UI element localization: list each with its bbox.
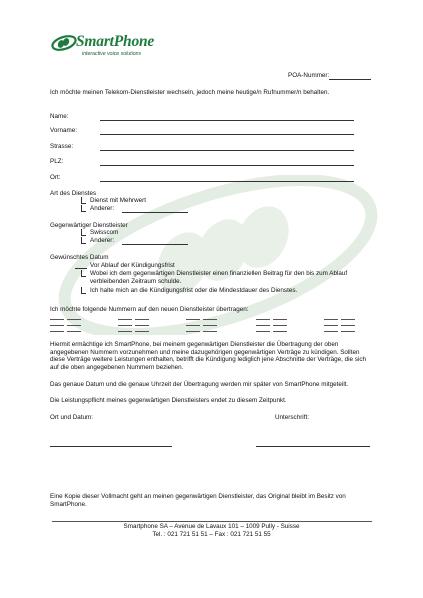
number-field[interactable] [324,331,338,332]
date-notice-text: Das genaue Datum und die genaue Uhrzeit der Übertragung werden mir später von SmartPhone mitgeteilt. [50,381,349,388]
name-label: Name: [50,113,69,120]
number-field[interactable] [135,325,149,326]
plz-field[interactable] [100,165,354,166]
swisscom-label: Swisscom [90,229,119,236]
number-field[interactable] [203,319,217,320]
place-date-field[interactable] [50,446,172,447]
number-field[interactable] [186,331,200,332]
provider-other-field[interactable] [122,244,188,245]
footer-contact: Tel. : 021 721 51 51 – Fax : 021 721 51 55 [152,531,271,538]
poa-number-field[interactable] [329,79,371,80]
number-field[interactable] [118,331,132,332]
service-other-label: Anderer: [90,205,115,212]
service-mehrwert-label: Dienst mit Mehrwert [90,197,146,204]
footer-address: Smartphone SA – Avenue de Lavaux 101 – 1009 Pully - Suisse [123,523,300,530]
logo-brand: SmartPhone [76,33,155,50]
number-field[interactable] [135,319,149,320]
desired-date-heading: Gewünschtes Datum [50,254,109,261]
number-field[interactable] [67,325,81,326]
signature-field[interactable] [256,446,370,447]
number-field[interactable] [50,331,64,332]
footer-divider [52,521,372,522]
number-field[interactable] [50,325,64,326]
notice-period-label: Ich halte mich an die Kündigungsfrist oder die Mindestdauer des Dienstes. [90,287,298,294]
authorization-text: Hiermit ermächtige ich SmartPhone, bei meinem gegenwärtigen Dienstleister die Übertragung der oben angegebenen Nummern vorzunehmen und meine dazugehörigen gegenwärtigen Verträge zu kündigen. Sollten diese Verträge weitere Leistungen enthalten, betrifft die Kündigung lediglich jene Abschnitte der Verträge, die sich auf die oben angegebenen Nummern beziehen. [50,341,366,371]
ort-label: Ort: [50,174,61,181]
number-field[interactable] [256,319,270,320]
plz-label: PLZ: [50,158,64,165]
provider-other-label: Anderer: [90,237,115,244]
number-field[interactable] [135,331,149,332]
financial-contribution-label: Wobei ich dem gegenwärtigen Dienstleister einen finanziellen Beitrag für den bis zum Ablauf verbleibenden Zeitraum schulde. [90,270,348,285]
number-field[interactable] [273,325,287,326]
number-field[interactable] [256,331,270,332]
notice-period-checkbox[interactable] [81,287,86,294]
provider-other-checkbox[interactable] [81,237,86,244]
number-field[interactable] [273,319,287,320]
number-field[interactable] [324,325,338,326]
termination-notice-text: Die Leistungspflicht meines gegenwärtigen Dienstleisters endet zu diesem Zeitpunkt. [50,397,287,404]
swisscom-checkbox[interactable] [81,229,86,236]
before-deadline-checkbox[interactable] [75,268,87,269]
number-field[interactable] [341,325,355,326]
smartphone-logo-icon [50,34,78,52]
number-field[interactable] [50,319,64,320]
vorname-label: Vorname: [50,127,77,134]
ort-field[interactable] [100,181,354,182]
number-field[interactable] [118,319,132,320]
number-field[interactable] [324,319,338,320]
poa-number-label: POA-Nummer: [288,72,330,79]
name-field[interactable] [100,120,354,121]
intro-text: Ich möchte meinen Telekom-Dienstleister wechseln, jedoch meine heutige/n Rufnummer/n behalten. [50,89,330,96]
current-provider-heading: Gegenwärtiger Dienstleister [50,222,128,229]
number-field[interactable] [67,331,81,332]
number-field[interactable] [273,331,287,332]
logo-tagline: interactive voice solutions [82,51,142,57]
service-mehrwert-checkbox[interactable] [81,197,86,204]
number-field[interactable] [118,325,132,326]
strasse-field[interactable] [100,150,354,151]
before-deadline-label: Vor Ablauf der Kündigungsfrist [90,262,175,269]
copy-notice-text: Eine Kopie dieser Vollmacht geht an meinen gegenwärtigen Dienstleister, das Original bleibt im Besitz von SmartPhone. [50,493,346,508]
number-field[interactable] [256,325,270,326]
number-field[interactable] [341,319,355,320]
vorname-field[interactable] [100,134,354,135]
signature-label: Unterschrift: [275,414,309,421]
financial-contribution-checkbox[interactable] [81,270,86,277]
place-date-label: Ort und Datum: [50,414,94,421]
service-type-heading: Art des Dienstes [50,190,97,197]
strasse-label: Strasse: [50,143,74,150]
numbers-heading: Ich möchte folgende Nummern auf den neuen Dienstleister übertragen: [50,306,249,313]
service-other-checkbox[interactable] [81,205,86,212]
number-field[interactable] [186,319,200,320]
number-field[interactable] [203,331,217,332]
number-field[interactable] [186,325,200,326]
number-field[interactable] [341,331,355,332]
number-field[interactable] [67,319,81,320]
number-field[interactable] [203,325,217,326]
service-other-field[interactable] [122,212,188,213]
